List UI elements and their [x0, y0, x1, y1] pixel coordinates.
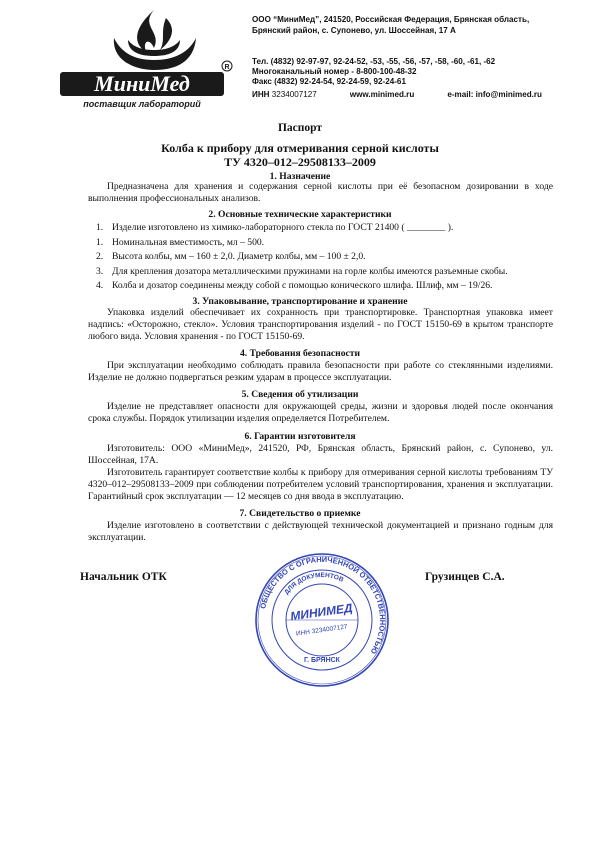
svg-text:Г. БРЯНСК: Г. БРЯНСК: [304, 657, 340, 664]
section-text-manufacturer: Изготовитель: ООО «МиниМед», 241520, РФ, Брянская область, Брянский район, с. Супонево, ул. Шоссейная, 17А.: [88, 443, 553, 467]
section-text-safety: При эксплуатации необходимо соблюдать правила безопасности при работе со стеклянными изделиями. Изделие не должно подвергаться резким ударам в процессе эксплуатации.: [88, 360, 553, 384]
spec-item: 1. Номинальная вместимость, мл – 500.: [96, 236, 265, 248]
company-line-2: Брянский район, с. Супонево, ул. Шоссейная, 17 А: [252, 25, 456, 35]
spec-item: 4. Колба и дозатор соединены между собой с помощью конического шлифа. Шлиф, мм – 19/26.: [96, 280, 493, 292]
multichannel-number: Многоканальный номер - 8-800-100-48-32: [252, 67, 417, 76]
fax-numbers: Факс (4832) 92-24-54, 92-24-59, 92-24-61: [252, 77, 406, 86]
svg-text:ИНН 3234007127: ИНН 3234007127: [295, 623, 349, 638]
phone-numbers: Тел. (4832) 92-97-97, 92-24-52, -53, -55, -56, -57, -58, -60, -61, -62: [252, 57, 496, 66]
tech-spec-code: ТУ 4320–012–29508133–2009: [224, 155, 376, 169]
section-heading-specs: 2. Основные технические характеристики: [208, 209, 392, 220]
product-name: Колба к прибору для отмеривания серной кислоты: [161, 141, 439, 155]
flame-emblem-icon: [114, 10, 196, 70]
spec-item: 1. Изделие изготовлено из химико-лабораторного стекла по ГОСТ 21400 ( ________ ).: [96, 222, 454, 233]
logo-brand-text: МиниМед: [94, 71, 190, 96]
company-seal: [252, 550, 392, 690]
company-logo: [54, 8, 234, 110]
spec-item: 2. Высота колбы, мм – 160 ± 2,0. Диаметр колбы, мм – 100 ± 2,0.: [96, 251, 366, 263]
contacts-block: [252, 57, 495, 87]
signature-position: Начальник ОТК: [80, 571, 167, 583]
section-heading-packaging: 3. Упаковывание, транспортирование и хранение: [192, 296, 408, 307]
section-text-packaging: Упаковка изделий обеспечивает их сохранность при транспортировке. Транспортная упаковка имеет надпись: «Осторожно, стекло». Условия транспортирования изделий - по ГОСТ 15150-69 в крытом транспорте любого вида. Условия хранения - по ГОСТ 15150-69.: [88, 307, 553, 343]
svg-text:ОБЩЕСТВО С ОГРАНИЧЕННОЙ ОТВЕТС: ОБЩЕСТВО С ОГРАНИЧЕННОЙ ОТВЕТСТВЕННОСТЬЮ: [258, 554, 388, 656]
id-line: [252, 90, 542, 99]
signature-name: Грузинцев С.А.: [425, 571, 505, 583]
section-text-disposal: Изделие не представляет опасности для окружающей среды, жизни и здоровья людей после окончания срока службы. Порядок утилизации изделия определяется Потребителем.: [88, 401, 553, 425]
section-text-purpose: Предназначена для хранения и содержания серной кислоты при её безопасном дозировании в ходе выполнения профессиональных анализов.: [88, 181, 553, 205]
company-address: [252, 15, 592, 36]
company-line-1: ООО “МиниМед”, 241520, Российская Федерация, Брянская область,: [252, 15, 530, 24]
section-text-acceptance: Изделие изготовлено в соответствии с действующей технической документацией и признано годным для эксплуатации.: [88, 520, 553, 544]
svg-text:ДЛЯ ДОКУМЕНТОВ: ДЛЯ ДОКУМЕНТОВ: [283, 571, 345, 596]
svg-text:МИНИМЕД: МИНИМЕД: [289, 600, 354, 624]
specs-list: [96, 221, 556, 294]
inn-value: 3234007127: [271, 90, 317, 99]
document-subtitle: [0, 141, 600, 169]
spec-item: 3. Для крепления дозатора металлическими пружинами на горле колбы имеются разъемные скобы.: [96, 265, 508, 277]
section-heading-purpose: 1. Назначение: [269, 171, 331, 182]
website-link[interactable]: www.minimed.ru: [349, 90, 415, 99]
section-heading-acceptance: 7. Свидетельство о приемке: [239, 508, 361, 519]
svg-text:R: R: [224, 64, 230, 71]
section-heading-warranty: 6. Гарантии изготовителя: [244, 431, 356, 442]
email-link[interactable]: e-mail: info@minimed.ru: [447, 90, 542, 99]
section-heading-safety: 4. Требования безопасности: [239, 348, 360, 359]
section-text-warranty: Изготовитель гарантирует соответствие колбы к прибору для отмеривания серной кислоты требованиям ТУ 4320–012–29508133–2009 при соблюдении потребителем условий транспортирования, хранения и эксплуатации. Гарантийный срок эксплуатации — 12 месяцев со дня ввода в эксплуатацию.: [88, 467, 553, 503]
inn-field: ИНН 3234007127: [252, 90, 317, 99]
document-title: Паспорт: [277, 122, 323, 134]
logo-tagline-text: поставщик лабораторий: [83, 99, 201, 109]
section-heading-disposal: 5. Сведения об утилизации: [241, 389, 359, 400]
